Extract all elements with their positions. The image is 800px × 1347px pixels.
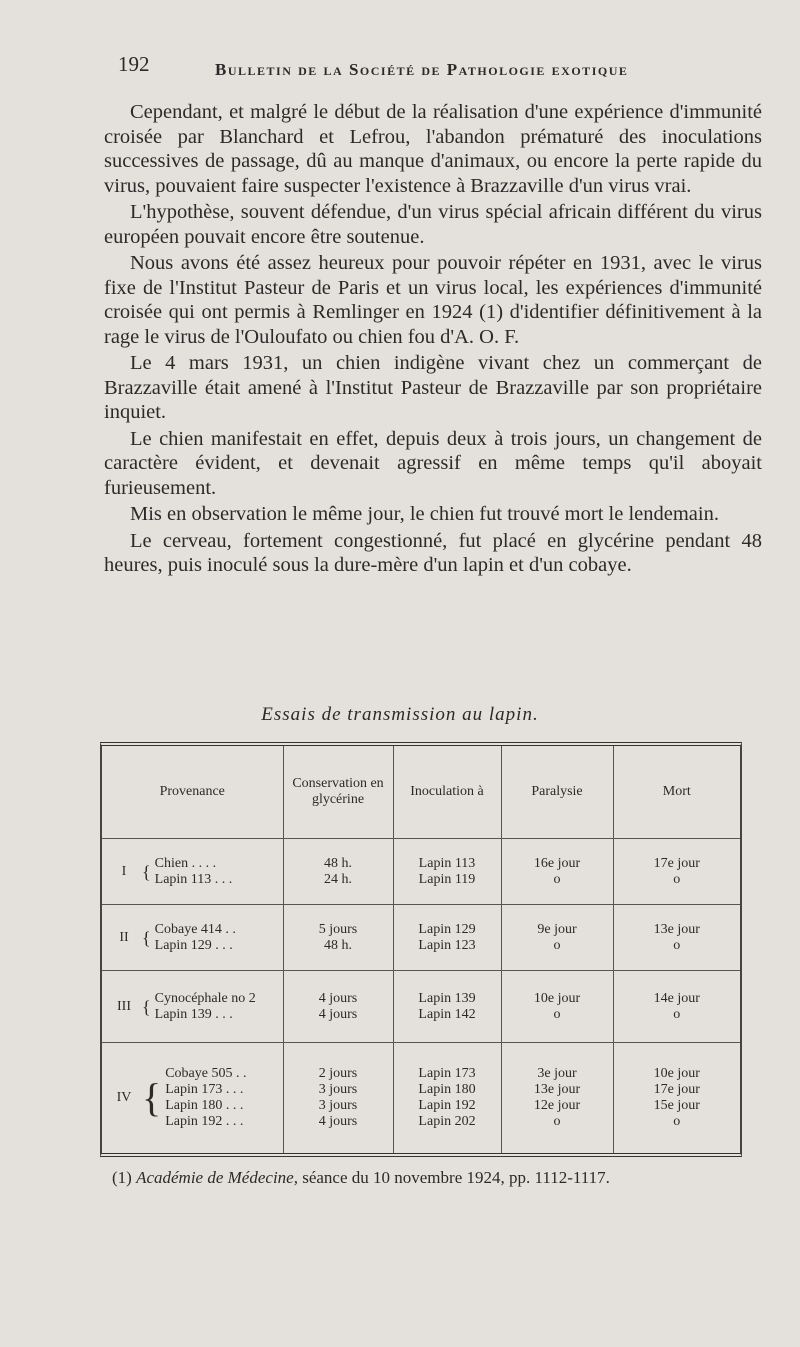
conservation-cell [283, 839, 393, 905]
cell-line: 10e jour [533, 990, 581, 1006]
paralysie-cell [501, 971, 613, 1043]
paragraph: Mis en observation le même jour, le chien fut trouvé mort le lendemain. [130, 503, 719, 525]
running-title: Bulletin de la Société de Pathologie exotique [215, 60, 629, 79]
group-number: II [119, 929, 129, 945]
cell-line: 12e jour [533, 1098, 581, 1113]
cell-line: Lapin 139 . . . [154, 1006, 233, 1022]
cell-line: 3 jours [318, 1098, 358, 1113]
paragraph: Le 4 mars 1931, un chien indigène vivant chez un commerçant de Brazzaville était amené à l'Institut Pasteur de Brazzaville par son propriétaire inquiet. [104, 352, 762, 423]
brace-icon: { [142, 1075, 162, 1120]
cell-line: Lapin 113 . . . [154, 871, 233, 887]
cell-line: Lapin 180 [418, 1082, 476, 1097]
cell-line: 13e jour [533, 1082, 581, 1097]
page-number: 192 [118, 52, 150, 76]
brace-icon: { [142, 861, 151, 882]
cell-line: 17e jour [653, 1082, 700, 1097]
cell-line: o [673, 871, 681, 887]
brace-icon: { [142, 996, 151, 1017]
header-conservation: Conservation en glycérine [283, 746, 393, 839]
table-row [102, 905, 740, 971]
cell-line: 10e jour [653, 1066, 700, 1081]
cell-line: Lapin 119 [418, 871, 476, 887]
cell-line: o [553, 871, 561, 887]
inoculation-cell [393, 839, 501, 905]
inoculation-cell [393, 905, 501, 971]
conservation-cell [283, 1043, 393, 1154]
cell-line: 16e jour [533, 855, 581, 871]
cell-line: 4 jours [318, 990, 358, 1006]
header-paralysie: Paralysie [501, 746, 613, 839]
mort-cell [613, 971, 740, 1043]
cell-line: Cynocéphale no 2 [154, 990, 256, 1006]
group-number: III [117, 998, 131, 1014]
transmission-table [100, 742, 742, 1157]
group-number: IV [116, 1090, 132, 1105]
inoculation-cell [393, 1043, 501, 1154]
cell-line: Cobaye 414 . . [154, 921, 236, 937]
provenance-cell [102, 971, 283, 1043]
group-number: I [121, 863, 127, 879]
cell-line: 3 jours [318, 1082, 358, 1097]
table-caption: Essais de transmission au lapin. [261, 704, 539, 725]
cell-line: Lapin 142 [418, 1006, 476, 1022]
cell-line: 9e jour [537, 921, 577, 937]
cell-line: 15e jour [653, 1098, 700, 1113]
cell-line: 14e jour [653, 990, 700, 1006]
cell-line: o [553, 1114, 561, 1129]
paralysie-cell [501, 839, 613, 905]
cell-line: Lapin 192 [418, 1098, 476, 1113]
cell-line: 48 h. [324, 855, 352, 871]
cell-line: Lapin 129 . . . [154, 937, 233, 953]
conservation-cell [283, 971, 393, 1043]
provenance-cell [102, 839, 283, 905]
cell-line: 2 jours [318, 1066, 358, 1081]
paragraph: Nous avons été assez heureux pour pouvoir répéter en 1931, avec le virus fixe de l'Institut Pasteur de Paris et un virus local, les expériences d'immunité croisée qui ont permis à Remlinger en 1924 (1) d'identifier définitivement à la rage le virus de l'Ouloufato ou chien fou d'A. O. F. [104, 252, 762, 348]
cell-line: o [673, 1006, 681, 1022]
cell-line: Lapin 202 [418, 1114, 476, 1129]
footnote-text: séance du 10 novembre 1924, pp. 1112-1117. [302, 1168, 610, 1187]
cell-line: 48 h. [324, 937, 352, 953]
paragraph: Le chien manifestait en effet, depuis deux à trois jours, un changement de caractère évident, et devenait agressif en même temps qu'il aboyait furieusement. [104, 427, 762, 499]
footnote-source: Académie de Médecine, [136, 1168, 298, 1187]
cell-line: 4 jours [318, 1006, 358, 1022]
paragraph: L'hypothèse, souvent défendue, d'un virus spécial africain différent du virus européen pouvait encore être soutenue. [104, 201, 762, 248]
header-inoculation: Inoculation à [393, 746, 501, 839]
cell-line: o [553, 937, 561, 953]
cell-line: 3e jour [537, 1066, 577, 1081]
cell-line: Lapin 129 [418, 921, 476, 937]
cell-line: 13e jour [653, 921, 700, 937]
cell-line: Lapin 139 [418, 990, 476, 1006]
table-row [102, 1043, 740, 1154]
cell-line: 24 h. [324, 871, 352, 887]
mort-cell [613, 1043, 740, 1154]
cell-line: Lapin 173 . . . [165, 1082, 244, 1097]
cell-line: o [553, 1006, 561, 1022]
cell-line: o [673, 937, 681, 953]
header-provenance: Provenance [102, 746, 283, 839]
conservation-cell [283, 905, 393, 971]
cell-line: Chien . . . . [154, 855, 217, 871]
provenance-cell [102, 1043, 283, 1154]
paragraph: Cependant, et malgré le début de la réalisation d'une expérience d'immunité croisée par Blanchard et Lefrou, l'abandon prématuré des inoculations successives de passage, dû au manque d'animaux, ou encore la perte rapide du virus, pouvaient faire suspecter l'existence à Brazzaville d'un virus vrai. [104, 101, 762, 197]
paralysie-cell [501, 905, 613, 971]
brace-icon: { [142, 927, 151, 948]
cell-line: Lapin 123 [418, 937, 476, 953]
footnote [112, 1168, 610, 1188]
cell-line: Lapin 113 [418, 855, 476, 871]
cell-line: Lapin 192 . . . [165, 1114, 244, 1129]
header-mort: Mort [613, 746, 740, 839]
footnote-marker: (1) [112, 1168, 132, 1187]
body-text [104, 100, 762, 580]
paralysie-cell [501, 1043, 613, 1154]
mort-cell [613, 839, 740, 905]
cell-line: 4 jours [318, 1114, 358, 1129]
cell-line: Cobaye 505 . . [165, 1066, 247, 1081]
cell-line: Lapin 173 [418, 1066, 476, 1081]
table-row [102, 839, 740, 905]
cell-line: 17e jour [653, 855, 700, 871]
table-row [102, 971, 740, 1043]
provenance-cell [102, 905, 283, 971]
cell-line: Lapin 180 . . . [165, 1098, 244, 1113]
cell-line: o [673, 1114, 681, 1129]
cell-line: 5 jours [318, 921, 358, 937]
mort-cell [613, 905, 740, 971]
inoculation-cell [393, 971, 501, 1043]
paragraph: Le cerveau, fortement congestionné, fut placé en glycérine pendant 48 heures, puis inoculé sous la dure-mère d'un lapin et d'un cobaye. [104, 529, 762, 576]
